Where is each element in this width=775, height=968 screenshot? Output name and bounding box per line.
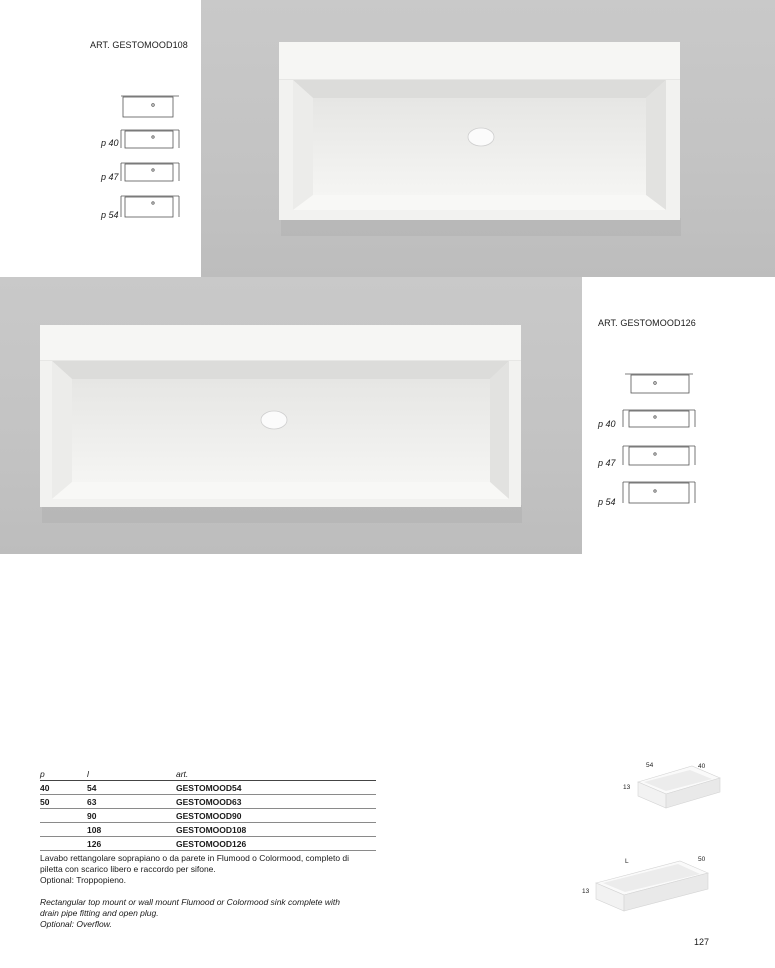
table-row — [40, 809, 376, 823]
header-l: l — [87, 769, 89, 779]
top-view-drawing — [121, 96, 179, 117]
depth-label-p54: p 54 — [101, 210, 119, 220]
technical-drawings-gestomood108 — [95, 90, 195, 230]
sink-image-gestomood108 — [201, 0, 775, 277]
description-line: Optional: Troppopieno. — [40, 875, 127, 885]
dimension-depth-label: 40 — [698, 763, 706, 770]
description-line: Optional: Overflow. — [40, 919, 112, 929]
depth-label-p40: p 40 — [598, 419, 616, 429]
product-photo-gestomood126 — [0, 277, 582, 554]
table-row — [40, 823, 376, 837]
spec-table — [40, 768, 376, 851]
side-view-p40 — [121, 130, 179, 148]
side-view-p47 — [121, 163, 179, 181]
cell-art: GESTOMOOD126 — [176, 838, 247, 849]
cell-art: GESTOMOOD63 — [176, 796, 242, 807]
depth-label-p47: p 47 — [598, 458, 616, 468]
cell-art: GESTOMOOD90 — [176, 810, 242, 821]
dimension-height-label: 13 — [582, 888, 590, 895]
product-photo-gestomood108 — [201, 0, 775, 277]
cell-l: 54 — [87, 782, 97, 793]
drain-plug — [261, 411, 287, 429]
dimension-depth-label: 50 — [698, 856, 706, 863]
cell-p: 50 — [40, 796, 50, 807]
top-view-drawing — [625, 374, 693, 393]
depth-label-p40: p 40 — [101, 138, 119, 148]
table-header — [40, 768, 376, 781]
drain-plug — [468, 128, 494, 146]
dimension-height-label: 13 — [623, 784, 631, 791]
dimension-width-label: L — [625, 858, 629, 865]
cell-l: 63 — [87, 796, 97, 807]
description-english — [40, 897, 380, 930]
dimension-drawing-large — [588, 855, 718, 925]
cell-art: GESTOMOOD54 — [176, 782, 242, 793]
table-row — [40, 795, 376, 809]
cell-l: 126 — [87, 838, 102, 849]
table-row — [40, 837, 376, 851]
article-title-gestomood126: ART. GESTOMOOD126 — [598, 318, 696, 328]
sink-image-gestomood126 — [0, 277, 582, 554]
cell-l: 90 — [87, 810, 97, 821]
depth-label-p54: p 54 — [598, 497, 616, 507]
dimension-width-label: 54 — [646, 762, 654, 769]
description-italian — [40, 853, 380, 886]
header-art: art. — [176, 769, 189, 779]
header-p: p — [40, 769, 45, 779]
page-number: 127 — [694, 937, 710, 947]
cell-p: 40 — [40, 782, 50, 793]
cell-art: GESTOMOOD108 — [176, 824, 247, 835]
side-view-p54 — [121, 196, 179, 217]
depth-label-p47: p 47 — [101, 172, 119, 182]
description-line: drain pipe fitting and open plug. — [40, 908, 159, 918]
description-line: Lavabo rettangolare soprapiano o da parete in Flumood o Colormood, completo di — [40, 853, 350, 863]
dimension-drawing-small — [620, 760, 730, 820]
article-title-gestomood108: ART. GESTOMOOD108 — [90, 40, 188, 50]
description-line: Rectangular top mount or wall mount Flumood or Colormood sink complete with — [40, 897, 340, 907]
side-view-p40 — [623, 410, 695, 427]
cell-l: 108 — [87, 824, 102, 835]
technical-drawings-gestomood126 — [605, 368, 705, 508]
side-view-p47 — [623, 446, 695, 465]
side-view-p54 — [623, 482, 695, 503]
description-line: piletta con scarico libero e raccordo per sifone. — [40, 864, 216, 874]
table-row — [40, 781, 376, 795]
